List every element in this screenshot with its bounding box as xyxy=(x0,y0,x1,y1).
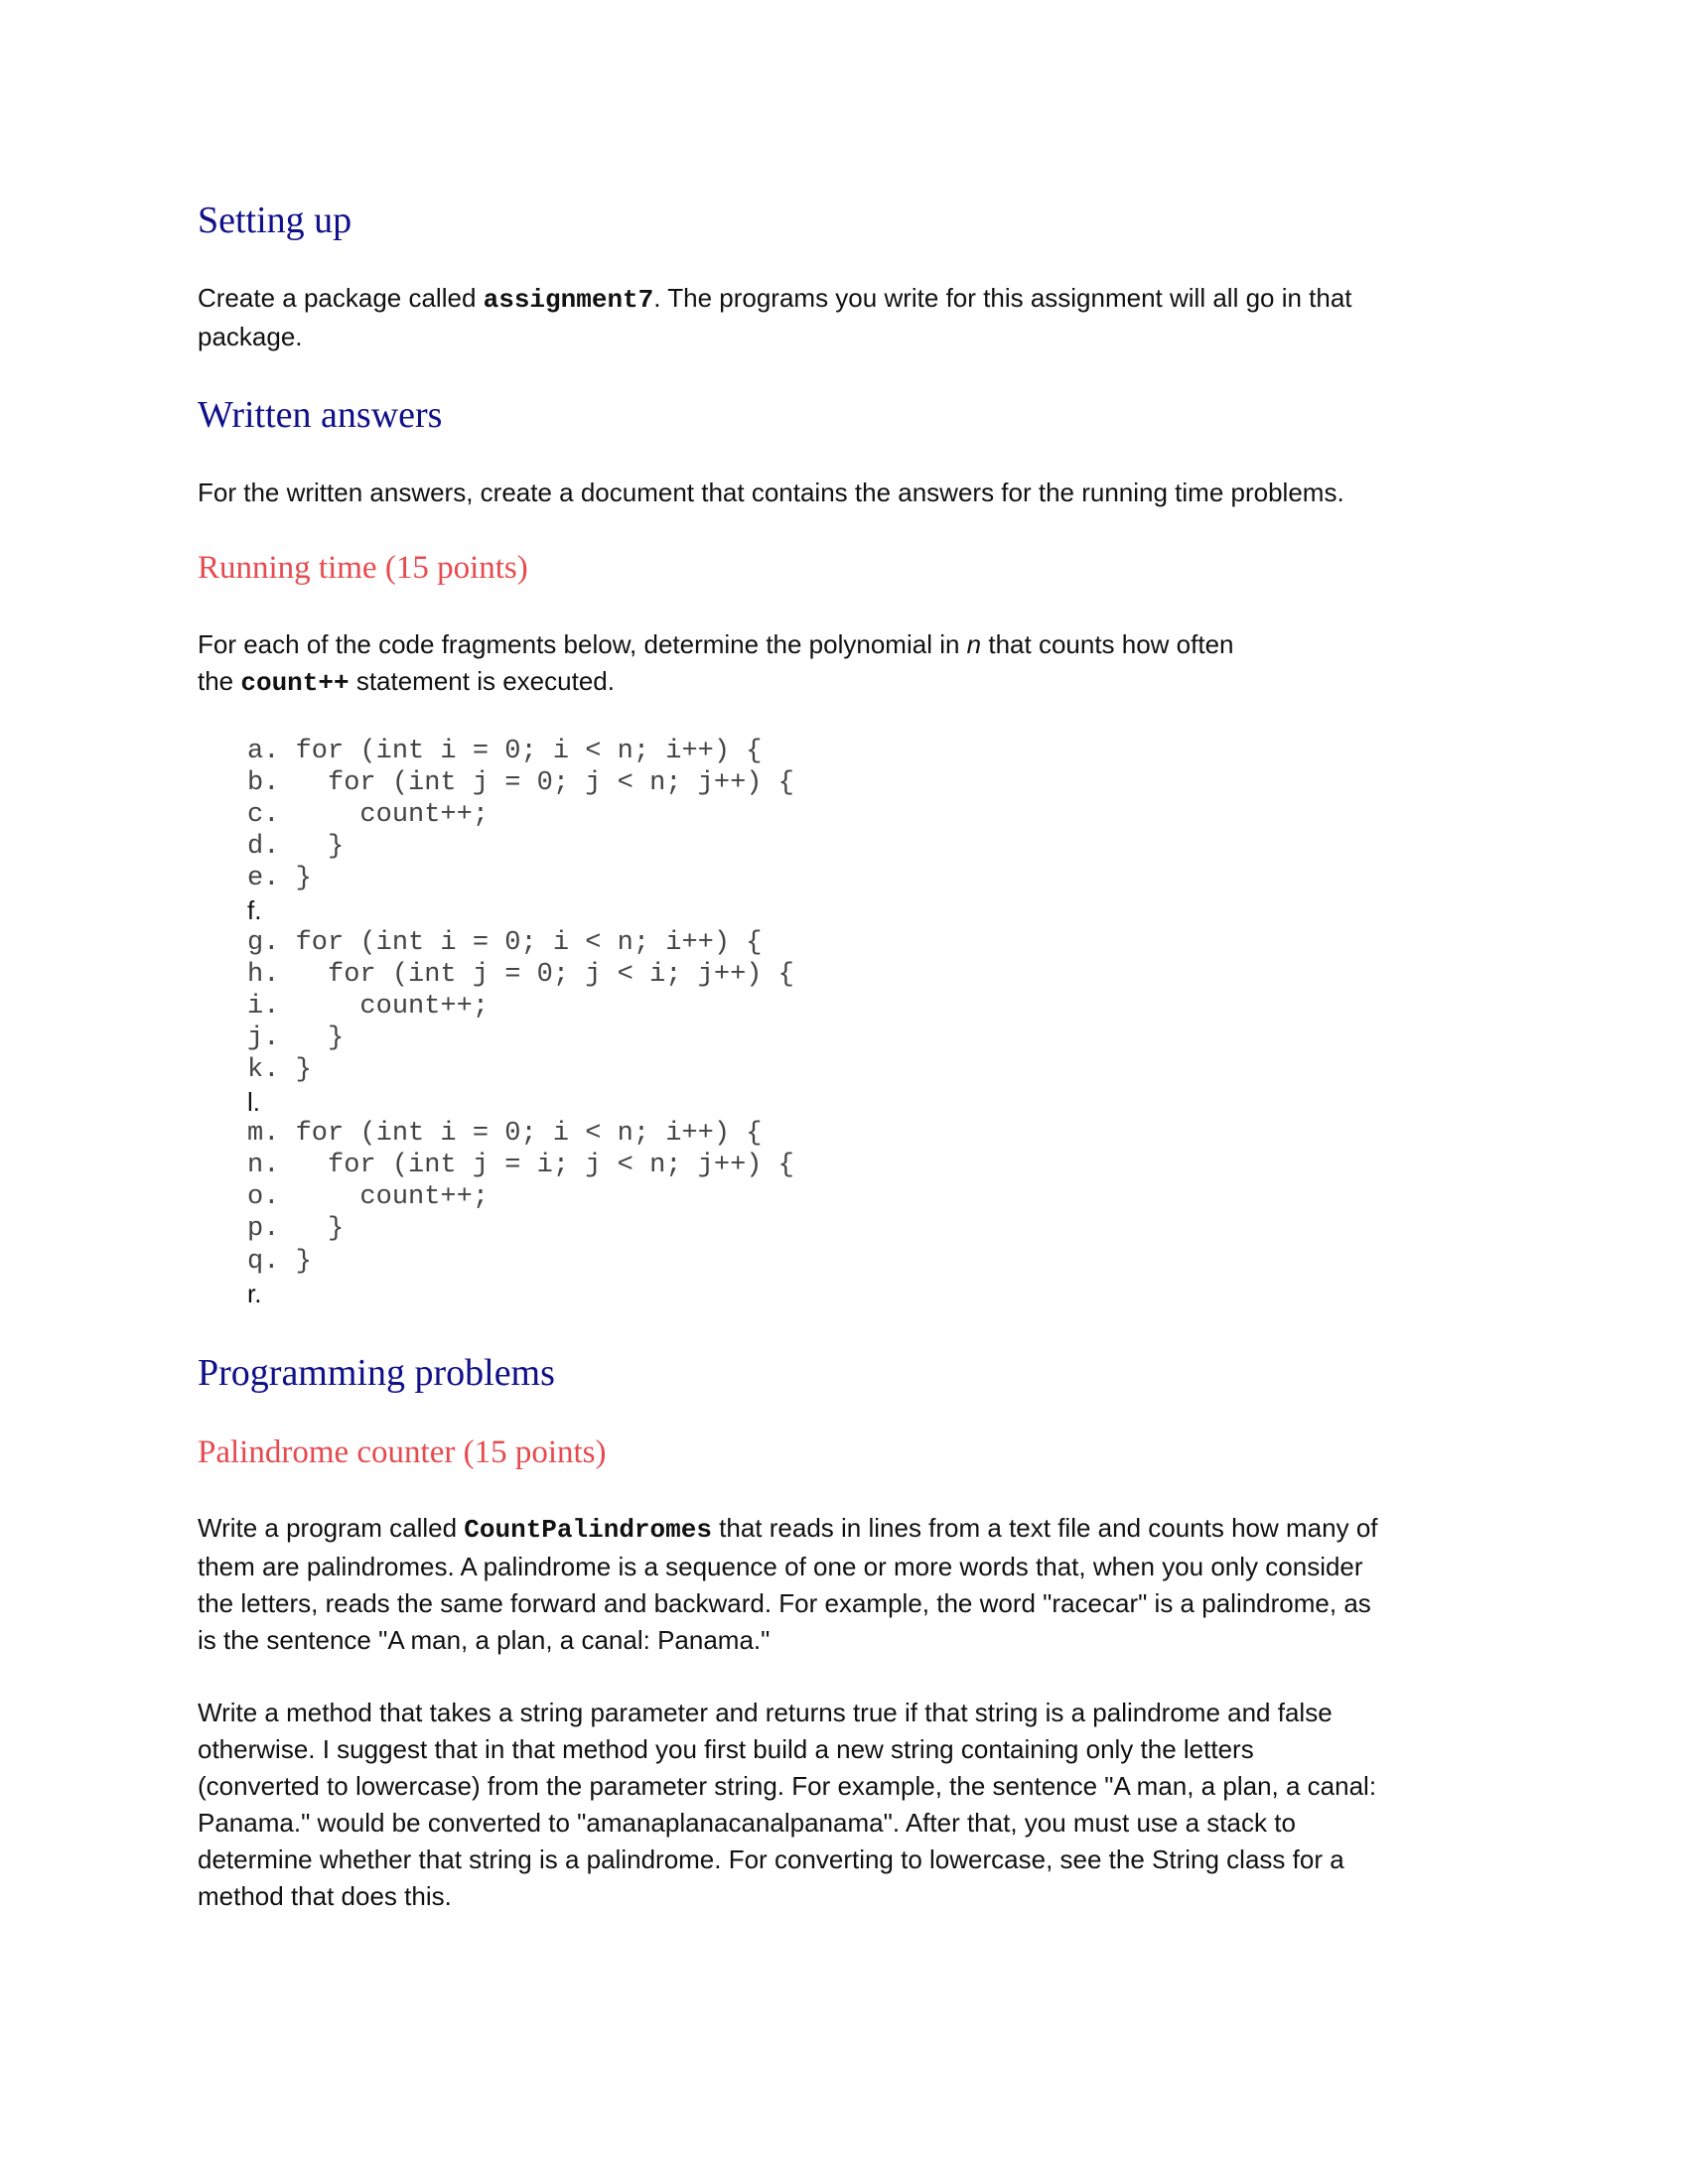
code-line: q. } xyxy=(247,1246,312,1277)
text: Create a package called xyxy=(198,283,484,313)
inline-code-classname: CountPalindromes xyxy=(464,1515,712,1545)
code-line: r. xyxy=(247,1278,262,1308)
running-time-paragraph xyxy=(198,626,1234,702)
code-line: m. for (int i = 0; i < n; i++) { xyxy=(247,1119,763,1150)
code-line: e. } xyxy=(247,864,312,894)
code-line: l. xyxy=(247,1087,260,1118)
heading-setting-up: Setting up xyxy=(198,200,352,241)
code-line: p. } xyxy=(247,1214,345,1245)
text-line: method that does this. xyxy=(198,1881,452,1911)
code-line: c. count++; xyxy=(247,800,490,831)
text: Write a program called xyxy=(198,1513,465,1543)
written-answers-paragraph: For the written answers, create a document that contains the answers for the running time problems. xyxy=(198,478,1344,507)
code-line: n. for (int j = i; j < n; j++) { xyxy=(247,1151,794,1181)
palindrome-paragraph-2 xyxy=(198,1695,1376,1915)
code-line: d. } xyxy=(247,832,345,863)
code-line: o. count++; xyxy=(247,1182,490,1213)
text-line: otherwise. I suggest that in that method you first build a new string containing only the letters xyxy=(198,1734,1254,1764)
text-line: is the sentence "A man, a plan, a canal: Panama." xyxy=(198,1625,771,1655)
palindrome-paragraph-1 xyxy=(198,1510,1378,1659)
code-line: i. count++; xyxy=(247,991,490,1022)
heading-running-time: Running time (15 points) xyxy=(198,550,528,586)
inline-code-package: assignment7 xyxy=(483,285,654,315)
inline-code-count: count++ xyxy=(240,668,350,698)
variable-n: n xyxy=(966,629,982,659)
text-line: (converted to lowercase) from the parameter string. For example, the sentence "A man, a plan, a canal: xyxy=(198,1771,1377,1801)
text-line: determine whether that string is a palindrome. For converting to lowercase, see the String class for a xyxy=(198,1844,1344,1874)
heading-programming-problems: Programming problems xyxy=(198,1352,555,1394)
text-line: Panama." would be converted to "amanaplanacanalpanama". After that, you must use a stack to xyxy=(198,1808,1296,1838)
text: that reads in lines from a text file and counts how many of xyxy=(711,1513,1378,1543)
text-line: Write a method that takes a string parameter and returns true if that string is a palindrome and false xyxy=(198,1698,1333,1727)
code-fragments xyxy=(247,736,794,1309)
code-line: g. for (int i = 0; i < n; i++) { xyxy=(247,927,763,958)
heading-written-answers: Written answers xyxy=(198,394,443,436)
setting-up-paragraph xyxy=(198,280,1352,355)
code-line: b. for (int j = 0; j < n; j++) { xyxy=(247,768,794,799)
heading-palindrome-counter: Palindrome counter (15 points) xyxy=(198,1434,607,1470)
text-line: them are palindromes. A palindrome is a sequence of one or more words that, when you only consider xyxy=(198,1552,1363,1581)
text: package. xyxy=(198,322,303,351)
text: For each of the code fragments below, determine the polynomial in xyxy=(198,629,967,659)
text: statement is executed. xyxy=(349,666,615,696)
text: that counts how often xyxy=(981,629,1234,659)
text: . The programs you write for this assignment will all go in that xyxy=(653,283,1352,313)
text: the xyxy=(198,666,241,696)
code-line: h. for (int j = 0; j < i; j++) { xyxy=(247,959,794,990)
code-line: k. } xyxy=(247,1054,312,1085)
code-line: f. xyxy=(247,895,262,926)
text-line: the letters, reads the same forward and backward. For example, the word "racecar" is a palindrome, as xyxy=(198,1588,1371,1618)
code-line: j. } xyxy=(247,1023,345,1053)
code-line: a. for (int i = 0; i < n; i++) { xyxy=(247,737,763,766)
